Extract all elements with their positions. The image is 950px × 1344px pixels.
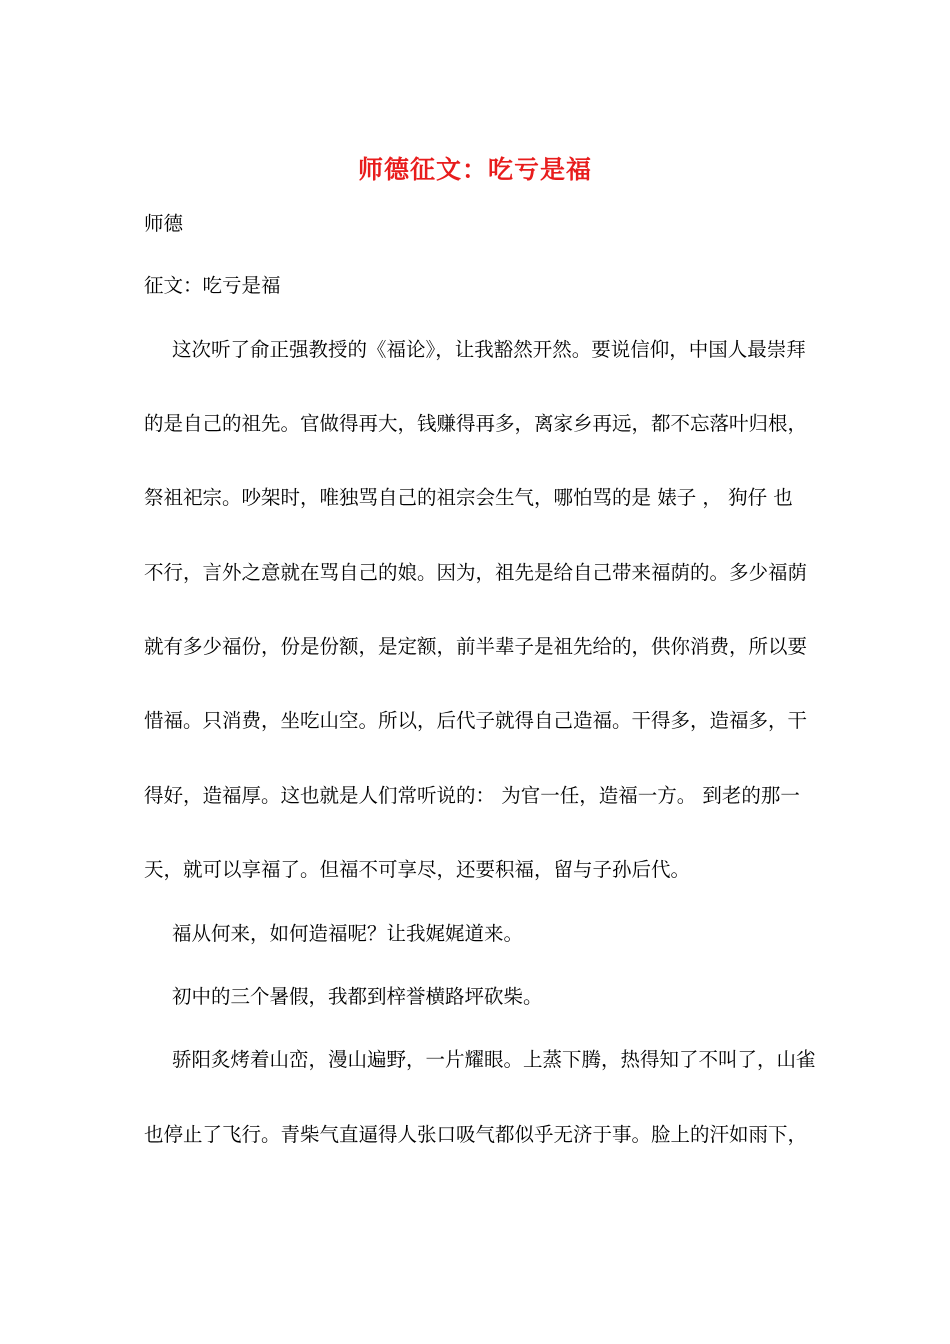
paragraph-line: 天，就可以享福了。但福不可享尽，还要积福，留与子孙后代。 — [144, 858, 691, 881]
paragraph-line: 初中的三个暑假，我都到梓誉横路坪砍柴。 — [172, 985, 543, 1008]
paragraph-line: 也停止了飞行。青柴气直逼得人张口吸气都似乎无济于事。脸上的汗如雨下， — [144, 1123, 808, 1146]
paragraph-line: 祭祖祀宗。吵架时，唯独骂自己的祖宗会生气，哪怕骂的是 婊子 ， 狗仔 也 — [144, 486, 793, 509]
paragraph-line: 这次听了俞正强教授的《福论》，让我豁然开然。要说信仰，中国人最崇拜 — [172, 338, 806, 361]
paragraph-line: 得好，造福厚。这也就是人们常听说的： 为官一任，造福一方。 到老的那一 — [144, 784, 800, 807]
paragraph-line: 的是自己的祖先。官做得再大，钱赚得再多，离家乡再远，都不忘落叶归根， — [144, 412, 808, 435]
text-line: 征文：吃亏是福 — [144, 274, 281, 297]
paragraph-line: 就有多少福份，份是份额，是定额，前半辈子是祖先给的，供你消费，所以要 — [144, 635, 808, 658]
paragraph-line: 不行，言外之意就在骂自己的娘。因为，祖先是给自己带来福荫的。多少福荫 — [144, 561, 808, 584]
paragraph-line: 骄阳炙烤着山峦，漫山遍野，一片耀眼。上蒸下腾，热得知了不叫了，山雀 — [172, 1048, 816, 1071]
paragraph-line: 惜福。只消费，坐吃山空。所以，后代子就得自己造福。干得多，造福多，干 — [144, 709, 808, 732]
text-line: 师德 — [144, 212, 184, 235]
document-title: 师德征文：吃亏是福 — [357, 155, 592, 184]
paragraph-line: 福从何来，如何造福呢？让我娓娓道来。 — [172, 922, 524, 945]
